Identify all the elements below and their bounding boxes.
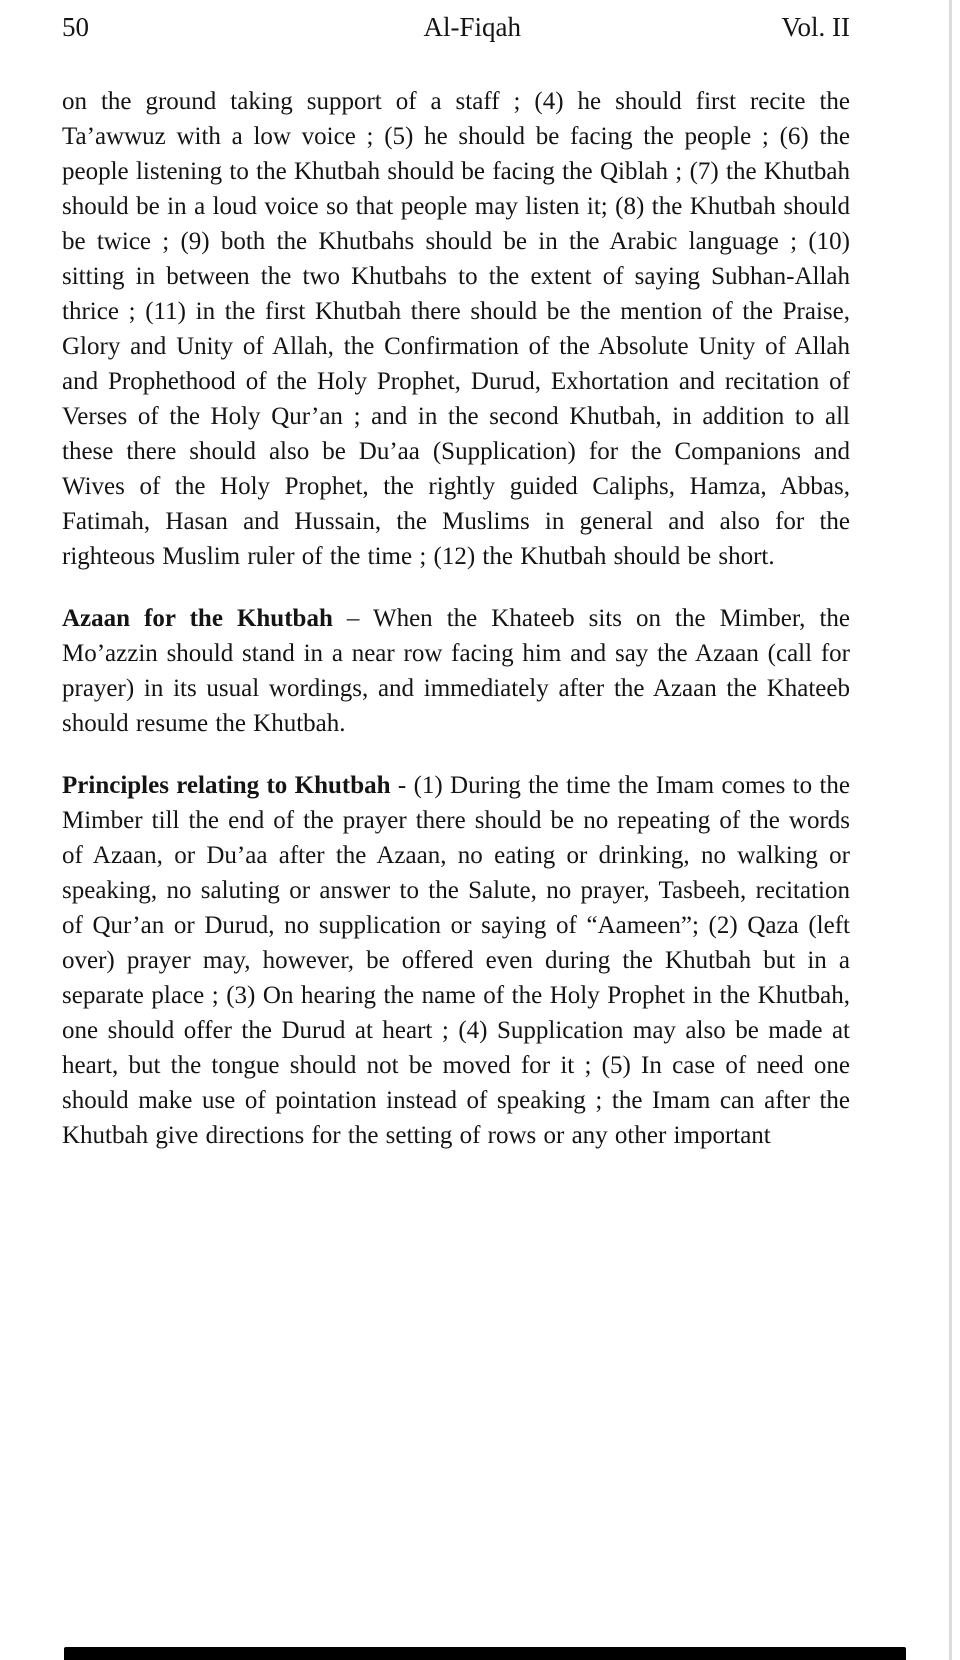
paragraph-text: on the ground taking support of a staff ; (4) he should first recite the Ta’awwuz with a low voice ; (5) he should be facing the people ; (6) the people listening to the Khutbah should be facing the Qiblah ; (7) the Khutbah should be in a loud voice so that people may listen it; (8) the Khutbah should be twice ; (9) both the Khutbahs should be in the Arabic language ; (10) sitting in between the two Khutbahs to the extent of saying Subhan-Allah thrice ; (11) in the first Khutbah there should be the mention of the Praise, Glory and Unity of Allah, the Confirmation of the Absolute Unity of Allah and Prophethood of the Holy Prophet, Durud, Exhortation and recitation of Verses of the Holy Qur’an ; and in the second Khutbah, in addition to all these there should also be Du’aa (Supplication) for the Companions and Wives of the Holy Prophet, the rightly guided Caliphs, Hamza, Abbas, Fatimah, Hasan and Hussain, the Muslims in general and also for the righteous Muslim ruler of the time ; (12) the Khutbah should be short. bbox=[62, 88, 850, 570]
running-header bbox=[62, 10, 850, 44]
paragraph-text: When the Khateeb sits on the Mimber, the Mo’azzin should stand in a near row facing him and say the Azaan (call for prayer) in its usual wordings, and immediately after the Azaan the Khateeb should resume the Khutbah. bbox=[62, 605, 850, 737]
paragraph-azaan-for-khutbah bbox=[62, 601, 850, 741]
paragraph-separator: – bbox=[332, 605, 373, 632]
scan-edge-artifact bbox=[949, 0, 952, 1660]
paragraph-principles-khutbah bbox=[62, 768, 850, 1153]
scan-bottom-bar bbox=[64, 1647, 906, 1660]
page-body bbox=[62, 84, 850, 1153]
paragraph-separator: - bbox=[390, 772, 414, 799]
paragraph-lead: Principles relating to Khutbah bbox=[62, 772, 391, 799]
book-title: Al-Fiqah bbox=[423, 12, 521, 42]
page-number: 50 bbox=[62, 12, 89, 42]
paragraph-text: (1) During the time the Imam comes to the Mimber till the end of the prayer there should be no repeating of the words of Azaan, or Du’aa after the Azaan, no eating or drinking, no walking or speaking, no saluting or answer to the Salute, no prayer, Tasbeeh, recitation of Qur’an or Durud, no supplication or saying of “Aameen”; (2) Qaza (left over) prayer may, however, be offered even during the Khutbah but in a separate place ; (3) On hearing the name of the Holy Prophet in the Khutbah, one should offer the Durud at heart ; (4) Supplication may also be made at heart, but the tongue should not be moved for it ; (5) In case of need one should make use of pointation instead of speaking ; the Imam can after the Khutbah give directions for the setting of rows or any other important bbox=[62, 772, 850, 1149]
paragraph-continuation bbox=[62, 84, 850, 574]
paragraph-lead: Azaan for the Khutbah bbox=[62, 605, 333, 632]
volume-label: Vol. II bbox=[781, 12, 850, 42]
